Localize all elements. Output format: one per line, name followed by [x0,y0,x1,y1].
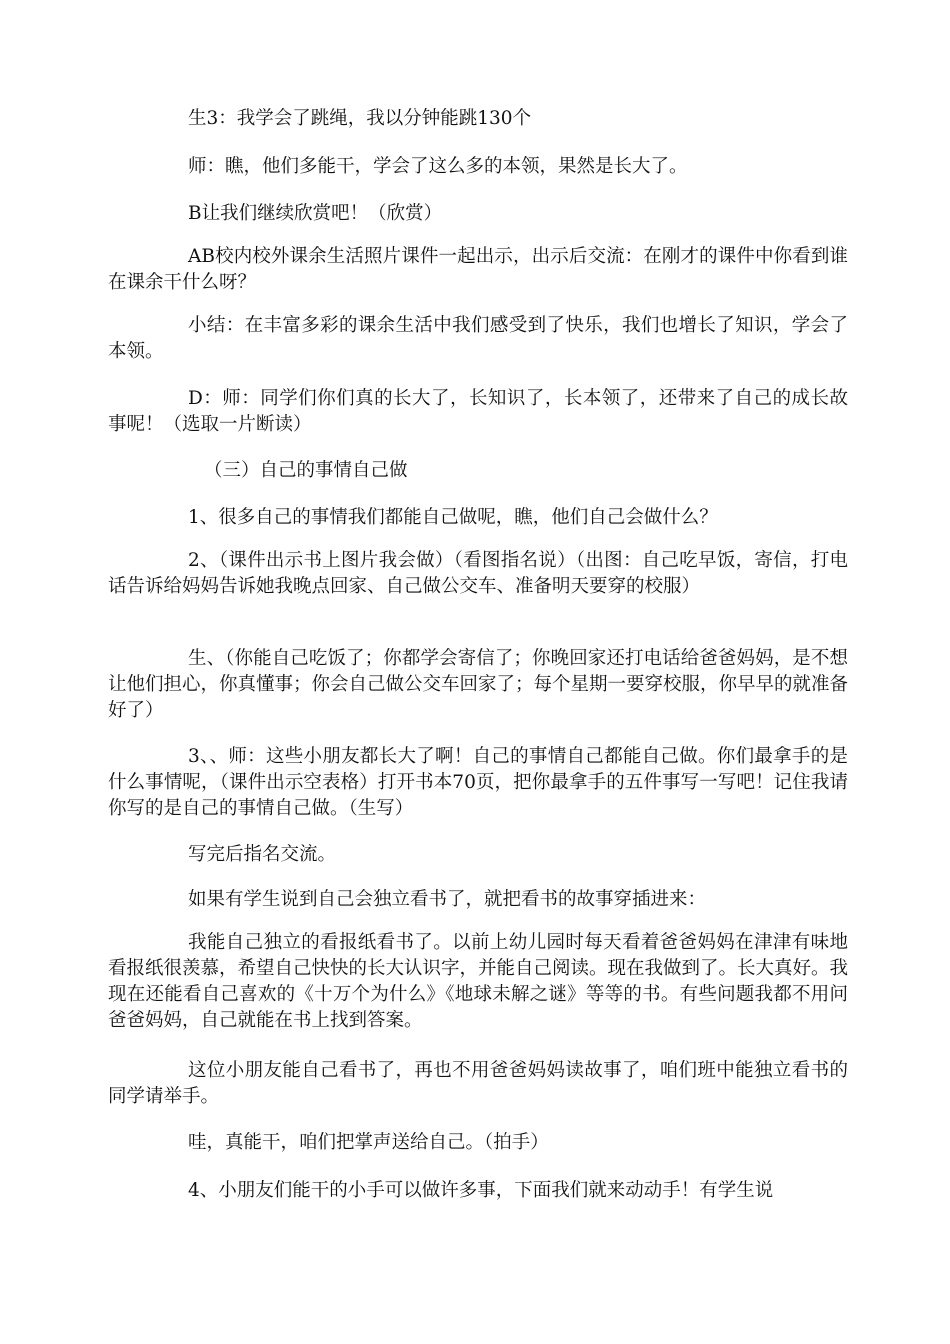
section-heading: （三）自己的事情自己做 [204,460,408,481]
paragraph-11: 3、、师：这些小朋友都长大了啊！自己的事情自己都能自己做。你们最拿手的是什么事情呢，（课件出示空表格）打开书本70页，把你最拿手的五件事写一写吧！记住我请你写的是自己的事情自己做。（生写） [108,746,848,819]
paragraph-8: 1、很多自己的事情我们都能自己做呢，瞧，他们自己会做什么？ [188,507,718,528]
paragraph-4: AB校内校外课余生活照片课件一起出示，出示后交流：在刚才的课件中你看到谁在课余干什么呀？ [108,246,848,293]
paragraph-15: 这位小朋友能自己看书了，再也不用爸爸妈妈读故事了，咱们班中能独立看书的同学请举手。 [108,1060,848,1107]
paragraph-14: 我能自己独立的看报纸看书了。以前上幼儿园时每天看着爸爸妈妈在津津有味地看报纸很羡慕，希望自己快快的长大认识字，并能自己阅读。现在我做到了。长大真好。我现在还能看自己喜欢的《十万个为什么》《地球未解之谜》等等的书。有些问题我都不用问爸爸妈妈，自己就能在书上找到答案。 [108,932,849,1031]
paragraph-3: B让我们继续欣赏吧！（欣赏） [188,203,443,224]
paragraph-12: 写完后指名交流。 [188,844,337,865]
paragraph-2: 师：瞧，他们多能干，学会了这么多的本领，果然是长大了。 [188,156,688,177]
paragraph-13: 如果有学生说到自己会独立看书了，就把看书的故事穿插进来： [188,889,707,910]
paragraph-10: 生、（你能自己吃饭了；你都学会寄信了；你晚回家还打电话给爸爸妈妈，是不想让他们担心，你真懂事；你会自己做公交车回家了；每个星期一要穿校服，你早早的就准备好了） [108,648,849,721]
paragraph-6: D：师：同学们你们真的长大了，长知识了，长本领了，还带来了自己的成长故事呢！（选取一片断读） [108,388,848,435]
paragraph-17: 4、小朋友们能干的小手可以做许多事，下面我们就来动动手！有学生说 [188,1180,774,1201]
paragraph-16: 哇，真能干，咱们把掌声送给自己。（拍手） [188,1132,549,1153]
paragraph-1: 生3：我学会了跳绳，我以分钟能跳130个 [188,108,532,129]
paragraph-9: 2、（课件出示书上图片我会做）（看图指名说）（出图：自己吃早饭，寄信，打电话告诉给妈妈告诉她我晚点回家、自己做公交车、准备明天要穿的校服） [108,550,848,597]
paragraph-5: 小结：在丰富多彩的课余生活中我们感受到了快乐，我们也增长了知识，学会了本领。 [108,315,848,362]
